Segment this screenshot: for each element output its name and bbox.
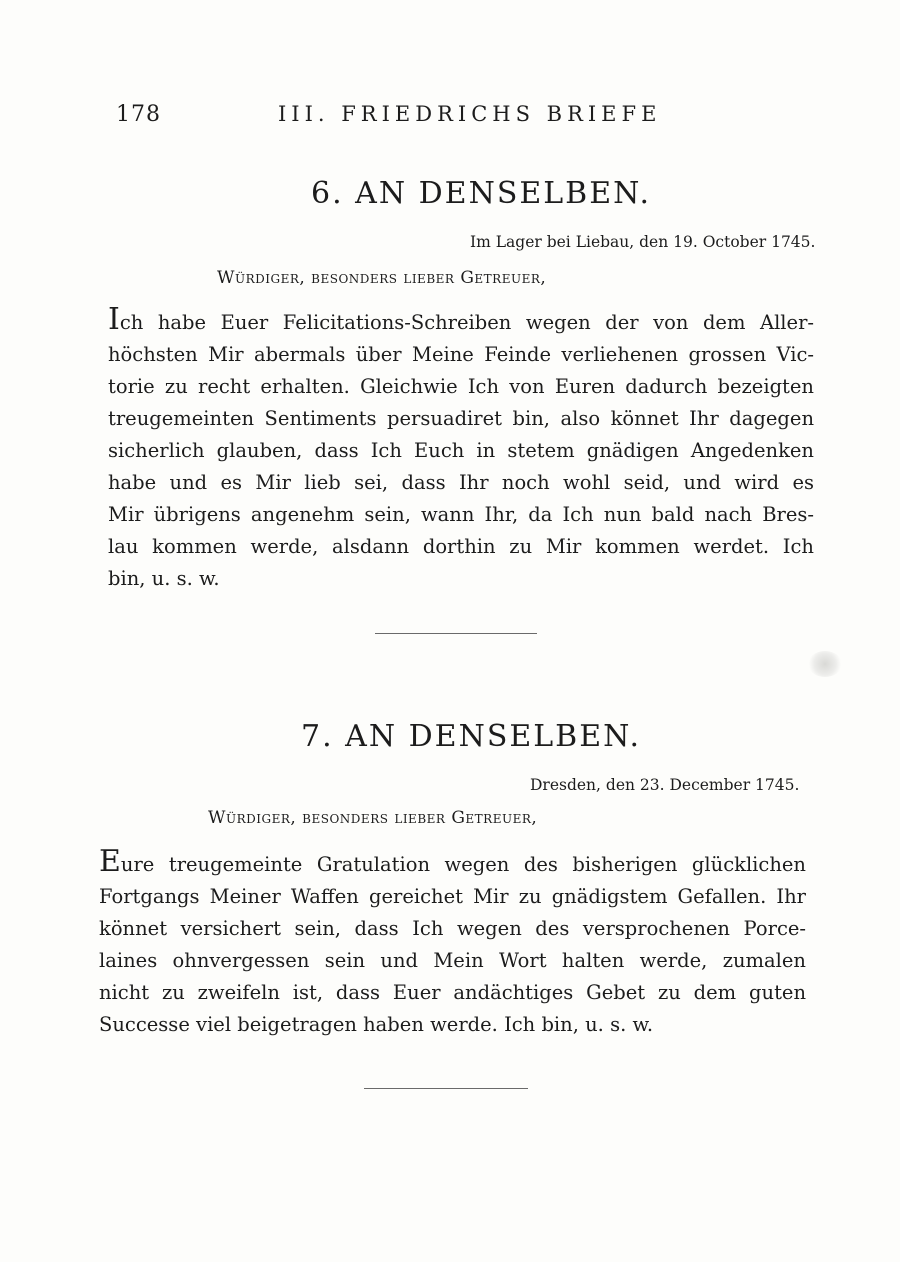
body-line: Eure treugemeinte Gratulation wegen des bisherigen glücklichen	[99, 844, 806, 879]
body-line: sicherlich glauben, dass Ich Euch in stetem gnädigen Angedenken	[108, 439, 814, 462]
initial-letter: E	[99, 844, 121, 879]
section-divider	[375, 633, 537, 634]
body-line: lau kommen werde, alsdann dorthin zu Mir kommen werdet. Ich	[108, 535, 814, 558]
place-date: Im Lager bei Liebau, den 19. October 1745.	[470, 233, 816, 251]
body-line: könnet versichert sein, dass Ich wegen des versprochenen Porce-	[99, 917, 806, 940]
place-date: Dresden, den 23. December 1745.	[530, 776, 800, 794]
body-line: höchsten Mir abermals über Meine Feinde verliehenen grossen Vic-	[108, 343, 814, 366]
letter-title: 6. AN DENSELBEN.	[311, 176, 651, 211]
body-line: nicht zu zweifeln ist, dass Euer andächtiges Gebet zu dem guten	[99, 981, 806, 1004]
body-line: Mir übrigens angenehm sein, wann Ihr, da Ich nun bald nach Bres-	[108, 503, 814, 526]
section-divider	[364, 1088, 528, 1089]
initial-letter: I	[108, 302, 120, 337]
body-line: treugemeinten Sentiments persuadiret bin, also könnet Ihr dagegen	[108, 407, 814, 430]
salutation: Würdiger, besonders lieber Getreuer,	[217, 268, 547, 288]
body-line: Successe viel beigetragen haben werde. Ich bin, u. s. w.	[99, 1013, 654, 1036]
page-smudge	[808, 651, 842, 677]
body-line: Ich habe Euer Felicitations-Schreiben wegen der von dem Aller-	[108, 302, 814, 337]
running-head: III. FRIEDRICHS BRIEFE	[278, 102, 662, 126]
letter-title: 7. AN DENSELBEN.	[301, 719, 641, 754]
body-line: bin, u. s. w.	[108, 567, 220, 590]
salutation: Würdiger, besonders lieber Getreuer,	[208, 808, 538, 828]
body-line: Fortgangs Meiner Waffen gereichet Mir zu gnädigstem Gefallen. Ihr	[99, 885, 806, 908]
page-number: 178	[116, 102, 161, 127]
body-line: torie zu recht erhalten. Gleichwie Ich von Euren dadurch bezeigten	[108, 375, 814, 398]
body-line: habe und es Mir lieb sei, dass Ihr noch wohl seid, und wird es	[108, 471, 814, 494]
body-line: laines ohnvergessen sein und Mein Wort halten werde, zumalen	[99, 949, 806, 972]
page-header	[0, 102, 900, 136]
